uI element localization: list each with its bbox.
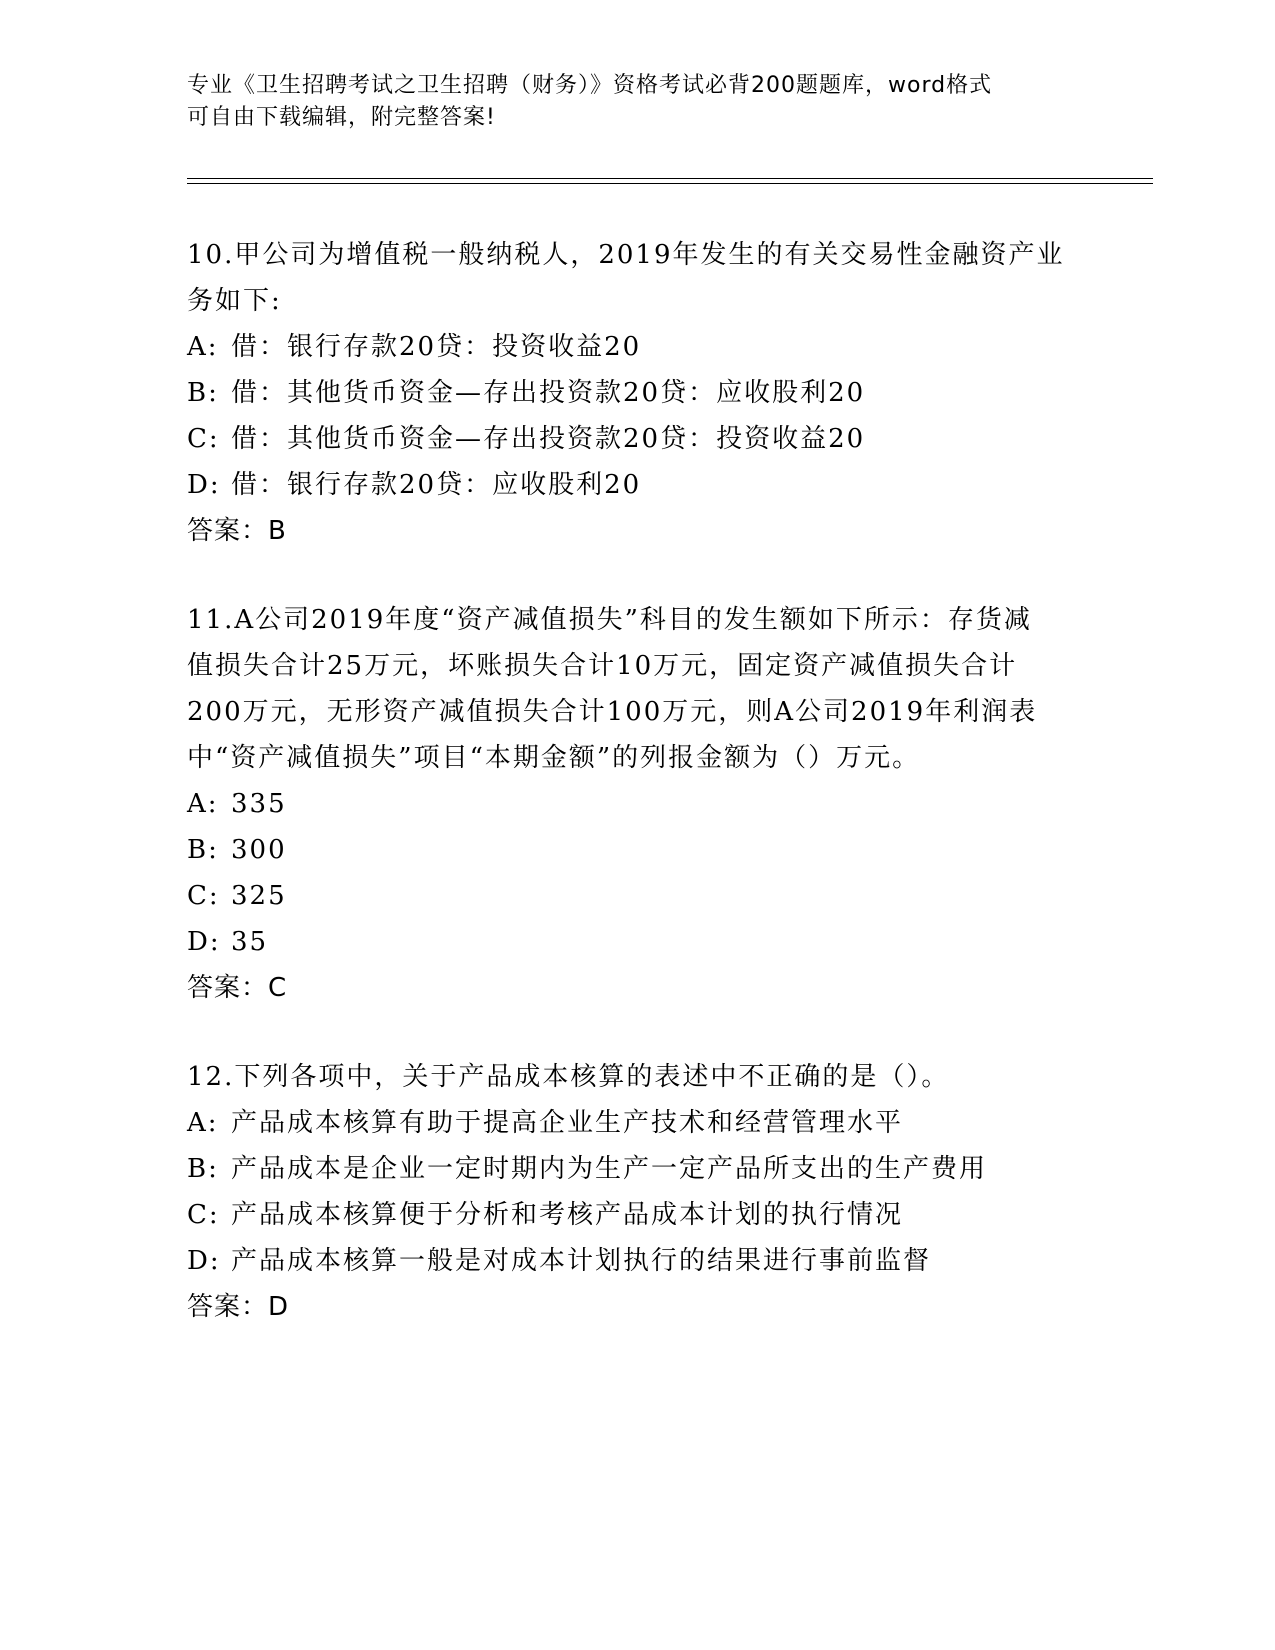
option-d [187,919,1087,965]
option-text: 300 [231,835,287,865]
option-a [187,324,1087,370]
option-prefix: C: [187,1200,220,1230]
option-prefix: D: [187,1246,221,1276]
stem-line: 200万元，无形资产减值损失合计100万元，则A公司2019年利润表 [187,697,1038,727]
stem-line: 11.A公司2019年度“资产减值损失”科目的发生额如下所示：存货减 [187,605,1032,635]
stem-line: 中“资产减值损失”项目“本期金额”的列报金额为（）万元。 [187,743,921,773]
option-c [187,1192,1087,1238]
option-b [187,827,1087,873]
option-prefix: C: [187,424,220,454]
option-prefix: A: [187,1108,219,1138]
option-text: 借：其他货币资金—存出投资款20贷：投资收益20 [231,424,866,454]
option-text: 335 [231,789,287,819]
option-text: 借：其他货币资金—存出投资款20贷：应收股利20 [231,378,866,408]
option-d [187,1238,1087,1284]
option-text: 产品成本核算便于分析和考核产品成本计划的执行情况 [231,1200,904,1230]
stem-line: 值损失合计25万元，坏账损失合计10万元，固定资产减值损失合计 [187,651,1018,681]
option-b [187,370,1087,416]
option-c [187,416,1087,462]
option-text: 产品成本核算有助于提高企业生产技术和经营管理水平 [231,1108,904,1138]
option-text: 借：银行存款20贷：应收股利20 [231,470,642,500]
stem-line: 务如下: [187,286,282,316]
option-prefix: B: [187,835,219,865]
option-a [187,1100,1087,1146]
header-divider-top [187,178,1153,179]
option-prefix: B: [187,378,219,408]
question-stem [187,597,1087,781]
option-text: 产品成本核算一般是对成本计划执行的结果进行事前监督 [231,1246,932,1276]
answer-label: 答案：B [187,516,287,546]
stem-line: 12.下列各项中，关于产品成本核算的表述中不正确的是（）。 [187,1062,950,1092]
answer-label: 答案：D [187,1292,290,1322]
option-prefix: A: [187,332,219,362]
header-line-2: 可自由下载编辑，附完整答案! [187,105,496,130]
header-line-1: 专业《卫生招聘考试之卫生招聘（财务）》资格考试必背200题题库，word格式 [187,73,993,98]
question-stem [187,232,1087,324]
option-prefix: D: [187,470,221,500]
option-prefix: D: [187,927,221,957]
option-text: 325 [231,881,287,911]
option-b [187,1146,1087,1192]
option-text: 产品成本是企业一定时期内为生产一定产品所支出的生产费用 [231,1154,988,1184]
header-divider-bottom [187,183,1153,184]
option-prefix: A: [187,789,219,819]
option-d [187,462,1087,508]
question-11 [187,597,1087,1011]
question-10 [187,232,1087,554]
stem-line: 10.甲公司为增值税一般纳税人，2019年发生的有关交易性金融资产业 [187,240,1065,270]
option-a [187,781,1087,827]
option-text: 借：银行存款20贷：投资收益20 [231,332,642,362]
document-header [187,70,1087,134]
option-prefix: B: [187,1154,219,1184]
answer-label: 答案：C [187,973,288,1003]
option-c [187,873,1087,919]
option-prefix: C: [187,881,220,911]
question-12 [187,1054,1087,1330]
question-stem [187,1054,1087,1100]
option-text: 35 [231,927,269,957]
